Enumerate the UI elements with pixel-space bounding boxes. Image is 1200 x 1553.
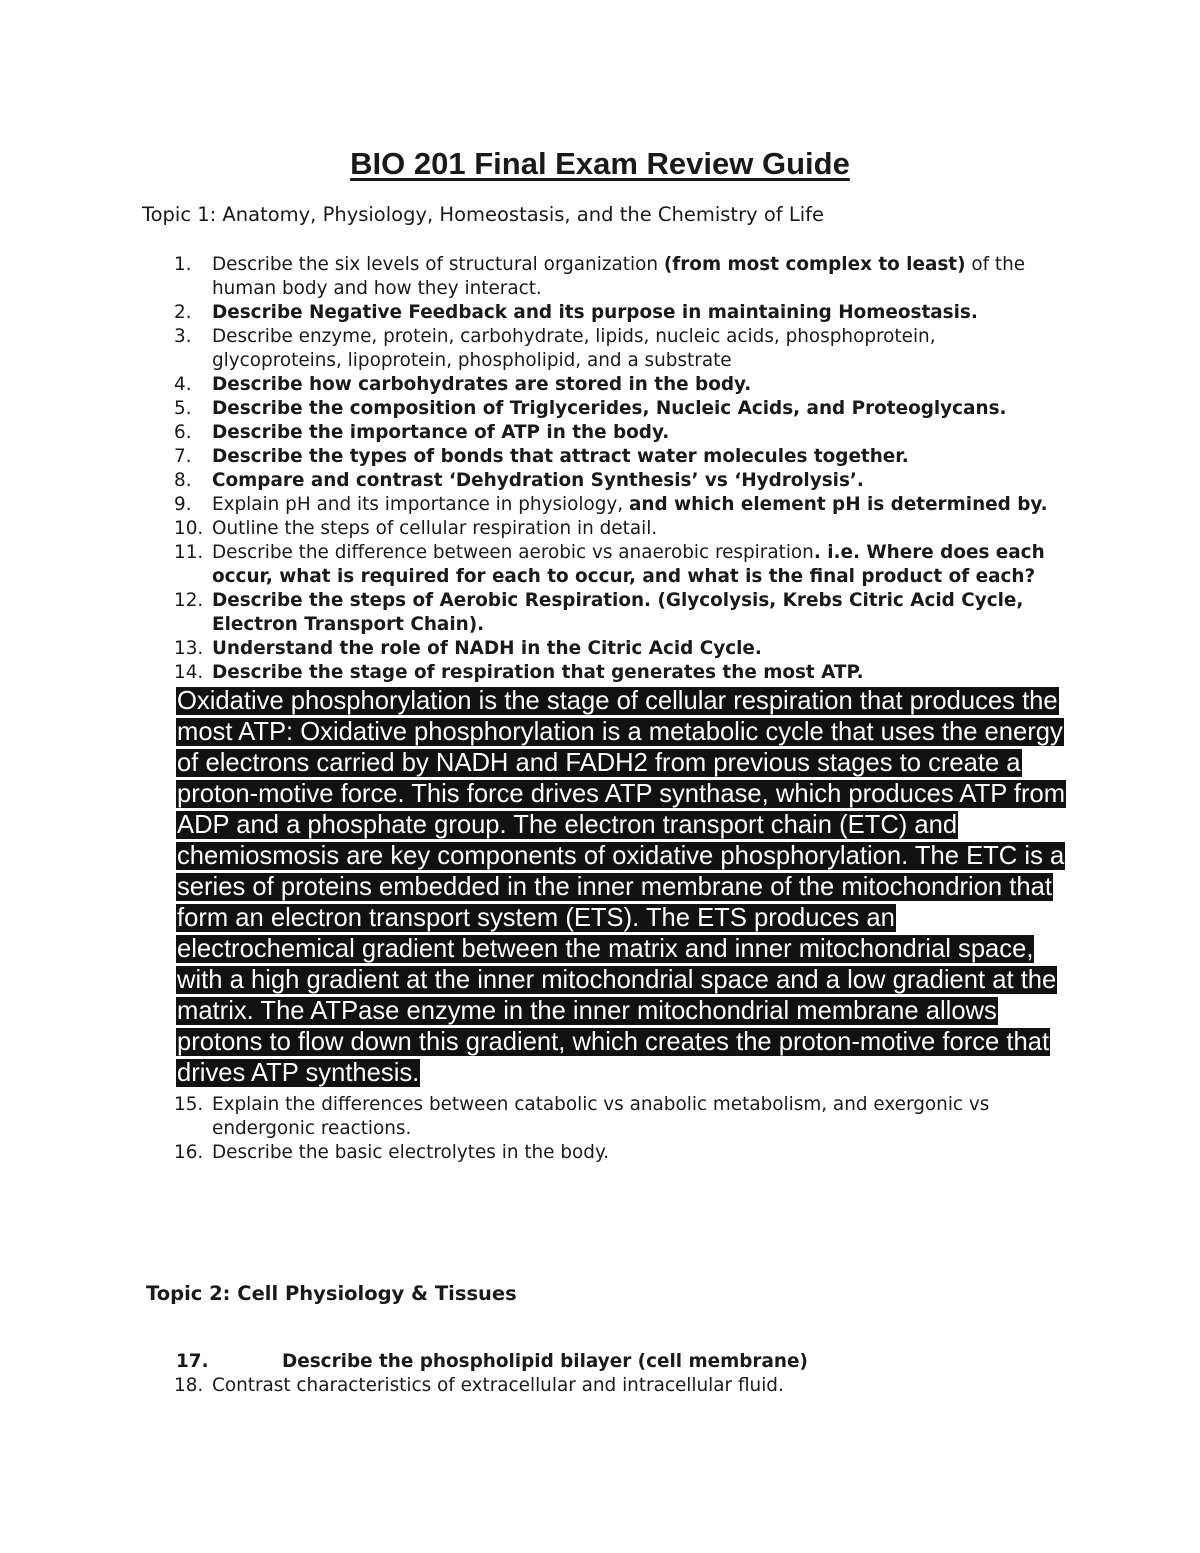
question-number: 6. [174, 422, 192, 443]
question-18 [0, 1374, 1200, 1398]
question-4 [0, 373, 1200, 397]
topic-2-heading: Topic 2: Cell Physiology & Tissues [146, 1282, 517, 1305]
question-text: of the human body and how they interact. [212, 254, 1026, 299]
question-number: 9. [174, 494, 192, 515]
question-text: Explain the differences between catabolic vs anabolic metabolism, and exergonic vs endergonic reactions. [212, 1094, 990, 1139]
question-number: 12. [174, 590, 204, 611]
question-emphasis: Describe the steps of Aerobic Respiration. (Glycolysis, Krebs Citric Acid Cycle, Electron Transport Chain). [212, 590, 1024, 635]
question-emphasis: Describe the composition of Triglycerides, Nucleic Acids, and Proteoglycans. [212, 398, 1007, 419]
question-number: 5. [174, 398, 192, 419]
page-title: BIO 201 Final Exam Review Guide [350, 146, 850, 181]
question-15 [0, 1093, 1200, 1141]
question-9 [0, 493, 1200, 517]
question-number: 2. [174, 302, 192, 323]
answer-text: Oxidative phosphorylation is the stage of cellular respiration that produces the most ATP: Oxidative phosphorylation is a metabolic cycle that uses the energy of electrons carried by NADH and FADH2 from previous stages to create a proton-motive force. This force drives ATP synthase, which produces ATP from ADP and a phosphate group. The electron transport chain (ETC) and chemiosmosis are key components of oxidative phosphorylation. The ETC is a series of proteins embedded in the inner membrane of the mitochondrion that form an electron transport system (ETS). The ETS produces an electrochemical gradient between the matrix and inner mitochondrial space, with a high gradient at the inner mitochondrial space and a low gradient at the matrix. The ATPase enzyme in the inner mitochondrial membrane allows protons to flow down this gradient, which creates the proton-motive force that drives ATP synthesis. [177, 687, 1066, 1087]
question-12 [0, 589, 1200, 637]
highlighted-answer [176, 686, 1070, 1089]
question-text: Describe the six levels of structural organization [212, 254, 664, 275]
question-10 [0, 517, 1200, 541]
topic-2-question-list [0, 1350, 1200, 1398]
question-emphasis: (from most complex to least) [663, 254, 966, 275]
question-emphasis: Understand the role of NADH in the Citric Acid Cycle. [212, 638, 762, 659]
question-text: Outline the steps of cellular respiration in detail. [212, 518, 658, 539]
question-7 [0, 445, 1200, 469]
topic-1-heading: Topic 1: Anatomy, Physiology, Homeostasis, and the Chemistry of Life [142, 203, 824, 226]
question-text: Describe enzyme, protein, carbohydrate, lipids, nucleic acids, phosphoprotein, glycoproteins, lipoprotein, phospholipid, and a substrate [212, 326, 936, 371]
question-number: 4. [174, 374, 192, 395]
question-13 [0, 637, 1200, 661]
question-number: 18. [174, 1375, 204, 1396]
question-8 [0, 469, 1200, 493]
question-1 [0, 253, 1200, 301]
question-number: 8. [174, 470, 192, 491]
question-text: Contrast characteristics of extracellular and intracellular fluid. [212, 1375, 784, 1396]
question-emphasis: Describe how carbohydrates are stored in the body. [212, 374, 752, 395]
topic-1-question-list [0, 253, 1200, 1165]
question-number: 17. [176, 1351, 209, 1372]
question-emphasis: and which element pH is determined by. [629, 494, 1048, 515]
question-number: 7. [174, 446, 192, 467]
question-number: 14. [174, 662, 204, 683]
question-number: 16. [174, 1142, 204, 1163]
question-emphasis: Compare and contrast ‘Dehydration Synthesis’ vs ‘Hydrolysis’. [212, 470, 864, 491]
question-emphasis: Describe Negative Feedback and its purpose in maintaining Homeostasis. [212, 302, 978, 323]
question-emphasis: Describe the phospholipid bilayer (cell membrane) [282, 1351, 808, 1372]
question-number: 10. [174, 518, 204, 539]
question-17 [0, 1350, 1200, 1374]
question-emphasis: Describe the stage of respiration that generates the most ATP. [212, 662, 864, 683]
question-5 [0, 397, 1200, 421]
question-emphasis: . i.e. Where does each occur, what is required for each to occur, and what is the final product of each? [212, 542, 1045, 587]
question-2 [0, 301, 1200, 325]
question-text: Explain pH and its importance in physiology, [212, 494, 630, 515]
question-text: Describe the basic electrolytes in the body. [212, 1142, 610, 1163]
question-11 [0, 541, 1200, 589]
question-16 [0, 1141, 1200, 1165]
question-number: 13. [174, 638, 204, 659]
question-6 [0, 421, 1200, 445]
question-emphasis: Describe the types of bonds that attract water molecules together. [212, 446, 909, 467]
question-number: 3. [174, 326, 192, 347]
question-number: 15. [174, 1094, 204, 1115]
question-14 [0, 661, 1200, 1089]
question-number: 11. [174, 542, 204, 563]
question-text: Describe the difference between aerobic vs anaerobic respiration [212, 542, 814, 563]
question-number: 1. [174, 254, 192, 275]
question-emphasis: Describe the importance of ATP in the body. [212, 422, 670, 443]
question-3 [0, 325, 1200, 373]
